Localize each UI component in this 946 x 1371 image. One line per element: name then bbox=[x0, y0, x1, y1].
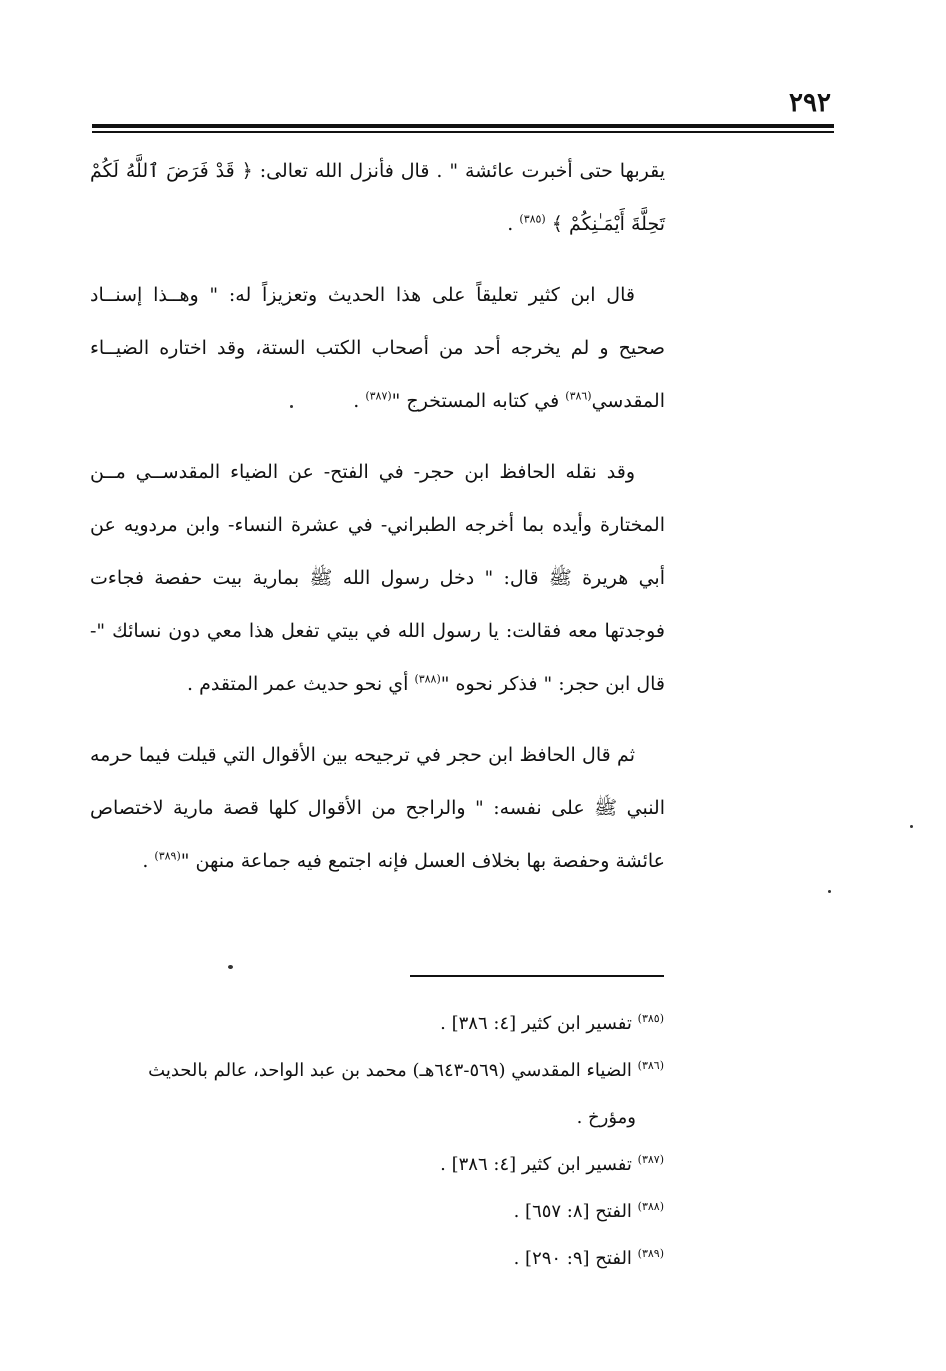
footnote-separator bbox=[410, 975, 664, 977]
footnote bbox=[84, 1141, 664, 1188]
footnote-number: (٣٨٨) bbox=[637, 1200, 664, 1213]
footnote-continuation: ومؤرخ . bbox=[576, 1107, 636, 1128]
scan-speck bbox=[290, 405, 293, 408]
footnote-number: (٣٨٧) bbox=[637, 1153, 664, 1166]
footnote bbox=[84, 1047, 664, 1094]
paragraph bbox=[90, 145, 665, 251]
footnote-number: (٣٨٩) bbox=[637, 1247, 664, 1260]
header-rule-thin bbox=[92, 131, 834, 133]
footnote-text: الفتح [٨: ٦٥٧] . bbox=[513, 1201, 632, 1222]
paragraph-text: ثم قال الحافظ ابن حجر في ترجيحه بين الأقوال التي قيلت فيما حرمه النبي ﷺ على نفسه: " والراجح من الأقوال كلها قصة مارية لاختصاص عائشة وحفصة بها بخلاف العسل فإنه اجتمع فيه جماعة منهن " bbox=[90, 744, 665, 872]
footnote-ref: (٣٨٩) bbox=[154, 849, 181, 863]
footnote-number: (٣٨٥) bbox=[637, 1012, 664, 1025]
footnote bbox=[84, 1188, 664, 1235]
paragraph-tail: . bbox=[353, 390, 366, 412]
paragraph-tail: . bbox=[507, 213, 514, 235]
paragraph-text: يقربها حتى أخبرت عائشة " . قال فأنزل الله تعالى: ﴿ قَدْ فَرَضَ ٱللَّهُ لَكُمْ تَحِلَّةَ أَيْمَـٰنِكُمْ ﴾ bbox=[90, 160, 665, 235]
footnote-ref: (٣٨٦) bbox=[565, 389, 592, 403]
footnote-text: تفسير ابن كثير [٤: ٣٨٦] . bbox=[440, 1013, 632, 1034]
scan-speck bbox=[228, 965, 233, 969]
footnote-number: (٣٨٦) bbox=[637, 1059, 664, 1072]
footnote bbox=[84, 1000, 664, 1047]
paragraph-text-mid: في كتابه المستخرج " bbox=[391, 390, 566, 412]
footnote-ref: (٣٨٥) bbox=[519, 212, 546, 226]
footnote-text: الضياء المقدسي (٥٦٩-٦٤٣هـ) محمد بن عبد الواحد، عالم بالحديث bbox=[148, 1060, 632, 1081]
footnote bbox=[84, 1235, 664, 1282]
paragraph bbox=[90, 729, 665, 888]
footnote-ref: (٣٨٨) bbox=[414, 672, 441, 686]
footnote-text: تفسير ابن كثير [٤: ٣٨٦] . bbox=[440, 1154, 632, 1175]
paragraph-text: وقد نقله الحافظ ابن حجر- في الفتح- عن الضياء المقدســي مــن المختارة وأيده بما أخرجه الطبراني- في عشرة النساء- وابن مردويه عن أبي هريرة ﷺ قال: " دخل رسول الله ﷺ بمارية بيت حفصة فجاءت فوجدتها معه فقالت: يا رسول الله في بيتي تفعل هذا معي دون نسائك "- قال ابن حجر: " فذكر نحوه " bbox=[90, 461, 665, 695]
header-rule-thick bbox=[92, 124, 834, 128]
footnote-text: الفتح [٩: ٢٩٠] . bbox=[513, 1248, 632, 1269]
scan-speck bbox=[828, 890, 831, 893]
paragraph bbox=[90, 269, 665, 428]
paragraph-tail: . bbox=[142, 850, 155, 872]
scan-speck bbox=[910, 825, 913, 828]
footnotes bbox=[84, 1000, 664, 1282]
page-number: ٢٩٢ bbox=[789, 88, 831, 118]
paragraph-tail: أي نحو حديث عمر المتقدم . bbox=[187, 673, 415, 695]
paragraph bbox=[90, 446, 665, 711]
main-text bbox=[90, 145, 665, 906]
footnote-ref: (٣٨٧) bbox=[365, 389, 392, 403]
paragraph-text: قال ابن كثير تعليقاً على هذا الحديث وتعزيزاً له: " وهــذا إسنــاد صحيح و لم يخرجه أحد من أصحاب الكتب الستة، وقد اختاره الضيــاء المقدسي bbox=[90, 284, 665, 412]
